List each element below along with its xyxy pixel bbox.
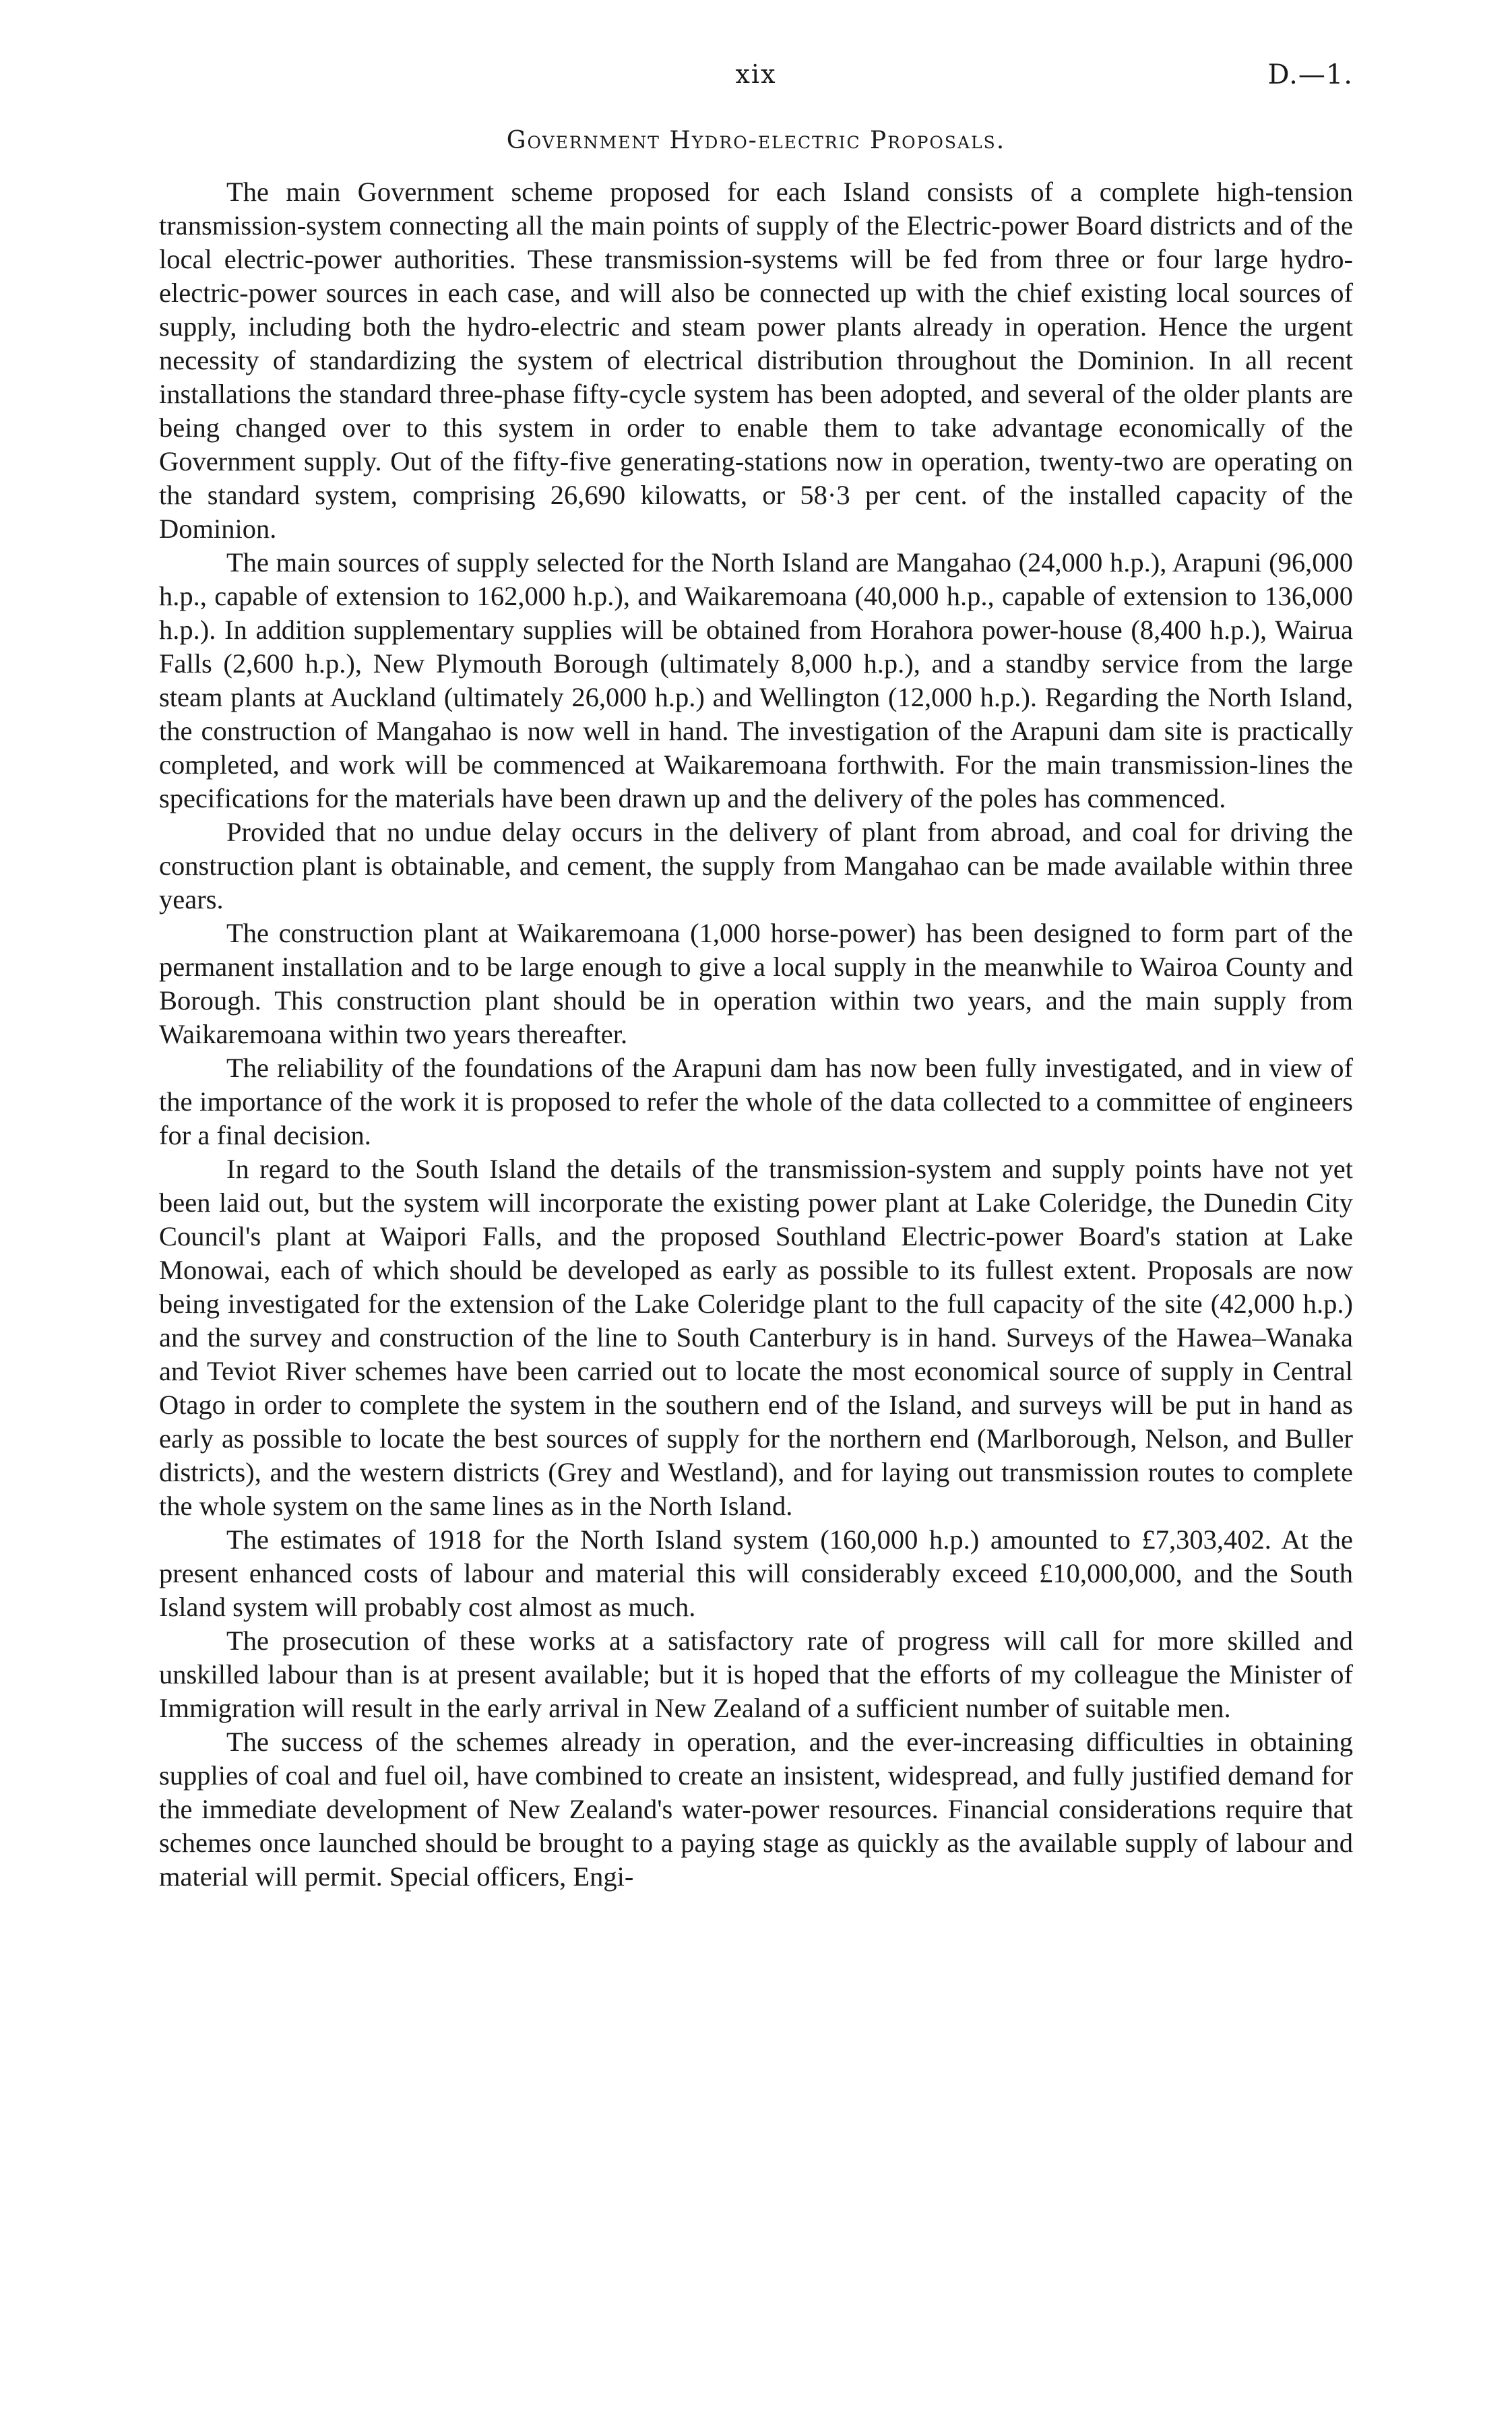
paragraph: The construction plant at Waikaremoana (1,000 horse-power) has been designed to form part of the permanent installation and to be large enough to give a local supply in the meanwhile to Wairoa County and Borough. This construction plant should be in operation within two years, and the main supply from Waikaremoana within two years thereafter. xyxy=(159,918,1353,1049)
document-reference: D.—1. xyxy=(1267,59,1353,90)
page-number: xix xyxy=(735,59,777,89)
paragraph: Provided that no undue delay occurs in the delivery of plant from abroad, and coal for driving the construction plant is obtainable, and cement, the supply from Mangahao can be made available within three years. xyxy=(159,817,1353,914)
paragraph: The estimates of 1918 for the North Island system (160,000 h.p.) amounted to £7,303,402. At the present enhanced costs of labour and material this will considerably exceed £10,000,000, and the South Island system will probably cost almost as much. xyxy=(159,1524,1353,1622)
section-title: Government Hydro-electric Proposals. xyxy=(506,127,1006,154)
paragraph: The prosecution of these works at a satisfactory rate of progress will call for more skilled and unskilled labour than is at present available; but it is hoped that the efforts of my colleague the Minister of Immigration will result in the early arrival in New Zealand of a sufficient number of suitable men. xyxy=(159,1625,1353,1723)
paragraph: The reliability of the foundations of the Arapuni dam has now been fully investigated, and in view of the importance of the work it is proposed to refer the whole of the data collected to a committee of engineers for a final decision. xyxy=(159,1053,1353,1150)
paragraph: In regard to the South Island the details of the transmission-system and supply points have not yet been laid out, but the system will incorporate the existing power plant at Lake Coleridge, the Dunedin City Council's plant at Waipori Falls, and the proposed Southland Electric-power Board's station at Lake Monowai, each of which should be developed as early as possible to its fullest extent. Proposals are now being investigated for the extension of the Lake Coleridge plant to the full capacity of the site (42,000 h.p.) and the survey and construction of the line to South Canterbury is in hand. Surveys of the Hawea–Wanaka and Teviot River schemes have been carried out to locate the most economical source of supply in Central Otago in order to complete the system in the southern end of the Island, and surveys will be put in hand as early as possible to locate the best sources of supply for the northern end (Marlborough, Nelson, and Buller districts), and the western districts (Grey and Westland), and for laying out transmission routes to complete the whole system on the same lines as in the North Island. xyxy=(159,1154,1353,1521)
page-header xyxy=(159,59,1353,100)
body-text xyxy=(159,175,1353,1894)
paragraph: The main Government scheme proposed for each Island consists of a complete high-tension transmission-system connecting all the main points of supply of the Electric-power Board districts and of the local electric-power authorities. These transmission-systems will be fed from three or four large hydro-electric-power sources in each case, and will also be connected up with the chief existing local sources of supply, including both the hydro-electric and steam power plants already in operation. Hence the urgent necessity of standardizing the system of electrical distribution throughout the Dominion. In all recent installations the standard three-phase fifty-cycle system has been adopted, and several of the older plants are being changed over to this system in order to enable them to take advantage economically of the Government supply. Out of the fifty-five generating-stations now in operation, twenty-two are operating on the standard system, comprising 26,690 kilowatts, or 58·3 per cent. of the installed capacity of the Dominion. xyxy=(159,177,1353,544)
paragraph: The success of the schemes already in operation, and the ever-increasing difficulties in obtaining supplies of coal and fuel oil, have combined to create an insistent, widespread, and fully justified demand for the immediate development of New Zealand's water-power resources. Financial considerations require that schemes once launched should be brought to a paying stage as quickly as the available supply of labour and material will permit. Special officers, Engi- xyxy=(159,1727,1353,1892)
paragraph: The main sources of supply selected for the North Island are Mangahao (24,000 h.p.), Arapuni (96,000 h.p., capable of extension to 162,000 h.p.), and Waikaremoana (40,000 h.p., capable of extension to 136,000 h.p.). In addition supplementary supplies will be obtained from Horahora power-house (8,400 h.p.), Wairua Falls (2,600 h.p.), New Plymouth Borough (ultimately 8,000 h.p.), and a standby service from the large steam plants at Auckland (ultimately 26,000 h.p.) and Wellington (12,000 h.p.). Regarding the North Island, the construction of Mangahao is now well in hand. The investigation of the Arapuni dam site is practically completed, and work will be commenced at Waikaremoana forthwith. For the main transmission-lines the specifications for the materials have been drawn up and the delivery of the poles has commenced. xyxy=(159,547,1353,813)
